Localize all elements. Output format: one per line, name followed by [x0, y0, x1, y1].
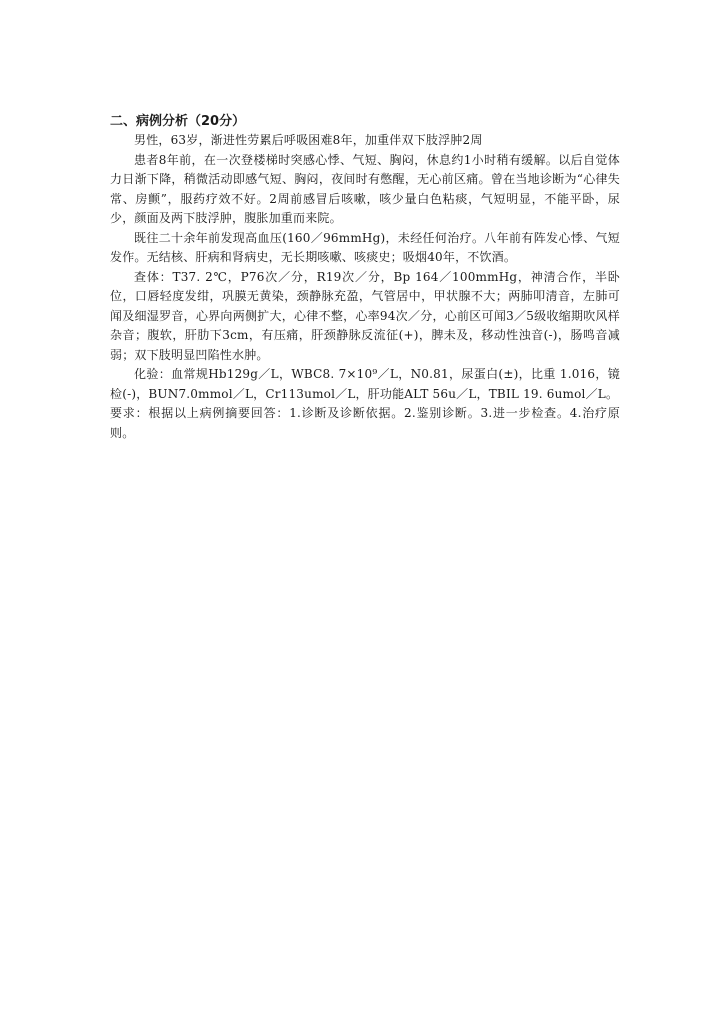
past-history: 既往二十余年前发现高血压(160／96mmHg)，未经任何治疗。八年前有阵发心悸、气短发作。无结核、肝病和肾病史，无长期咳嗽、咳痰史；吸烟40年，不饮酒。 [110, 230, 620, 264]
chief-complaint: 男性，63岁，渐进性劳累后呼吸困难8年，加重伴双下肢浮肿2周 [134, 133, 483, 147]
requirement: 要求：根据以上病例摘要回答：1.诊断及诊断依据。2.鉴别诊断。3.进一步检查。4.治疗原则。 [110, 406, 620, 440]
lab-results: 化验：血常规Hb129g／L，WBC8. 7×10⁹／L，N0.81，尿蛋白(±)，比重 1.016，镜检(-)，BUN7.0mmol／L，Cr113umol／L，肝功能ALT 56u／L，TBIL 19. 6umol／L。 [110, 367, 620, 401]
case-analysis-section [110, 112, 620, 443]
physical-exam: 查体：T37. 2℃，P76次／分，R19次／分，Bp 164／100mmHg，神清合作，半卧位，口唇轻度发绀，巩膜无黄染，颈静脉充盈，气管居中，甲状腺不大；两肺叩清音，左肺可闻及细湿罗音，心界向两侧扩大，心律不整，心率94次／分，心前区可闻3／5级收缩期吹风样杂音；腹软，肝肋下3cm，有压痛，肝颈静脉反流征(+)，脾未及，移动性浊音(-)，肠鸣音减弱；双下肢明显凹陷性水肿。 [110, 269, 620, 362]
present-illness: 患者8年前，在一次登楼梯时突感心悸、气短、胸闷，休息约1小时稍有缓解。以后自觉体力日渐下降，稍微活动即感气短、胸闷，夜间时有憋醒，无心前区痛。曾在当地诊断为“心律失常、房颤”，服药疗效不好。2周前感冒后咳嗽，咳少量白色粘痰，气短明显，不能平卧，尿少，颜面及两下肢浮肿，腹胀加重而来院。 [110, 152, 620, 225]
section-heading: 二、病例分析（20分） [110, 114, 246, 129]
